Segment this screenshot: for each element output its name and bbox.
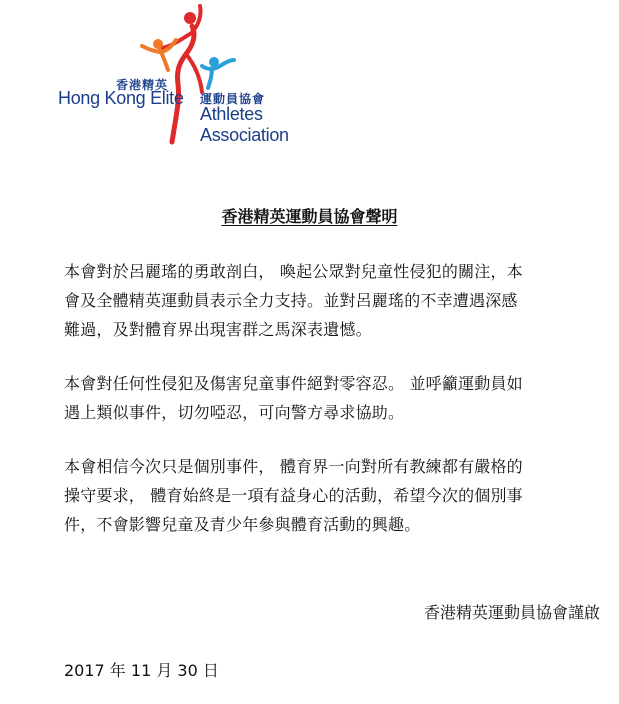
paragraph-line: 操守要求， 體育始終是一項有益身心的活動，希望今次的個別事 (64, 486, 523, 505)
paragraph-line: 本會相信今次只是個別事件， 體育界一向對所有教練都有嚴格的 (64, 457, 523, 476)
statement-title: 香港精英運動員協會聲明 (221, 207, 398, 226)
paragraph-line: 本會對任何性侵犯及傷害兒童事件絕對零容忍。 並呼籲運動員如 (64, 374, 523, 393)
orange-figure-head (153, 39, 163, 49)
red-figure-leg (186, 54, 202, 92)
paragraph-line: 會及全體精英運動員表示全力支持。並對呂麗瑤的不幸遭遇深感 (64, 291, 518, 310)
blue-figure-body (208, 68, 212, 88)
statement-paragraph-3 (64, 452, 612, 539)
statement-paragraph-2 (64, 369, 612, 427)
statement-paragraph-1 (64, 257, 612, 344)
paragraph-line: 難過，及對體育界出現害群之馬深表遺憾。 (64, 320, 372, 339)
logo-name-zh-line2: 運動員協會 (200, 92, 266, 106)
statement-date: 2017 年 11 月 30 日 (64, 661, 219, 680)
logo-name-en-line1: Hong Kong Elite (58, 88, 184, 108)
statement-signature: 香港精英運動員協會謹啟 (423, 603, 600, 622)
logo-name-zh-line1: 香港精英 (116, 78, 169, 92)
association-logo (58, 4, 348, 146)
logo-name-en-line2: Athletes Association (200, 104, 289, 145)
paragraph-line: 件，不會影響兒童及青少年參與體育活動的興趣。 (64, 515, 421, 534)
paragraph-line: 遇上類似事件，切勿啞忍，可向警方尋求協助。 (64, 403, 405, 422)
paragraph-line: 本會對於呂麗瑤的勇敢剖白， 喚起公眾對兒童性侵犯的關注，本 (64, 262, 523, 281)
red-figure-head (184, 12, 196, 24)
